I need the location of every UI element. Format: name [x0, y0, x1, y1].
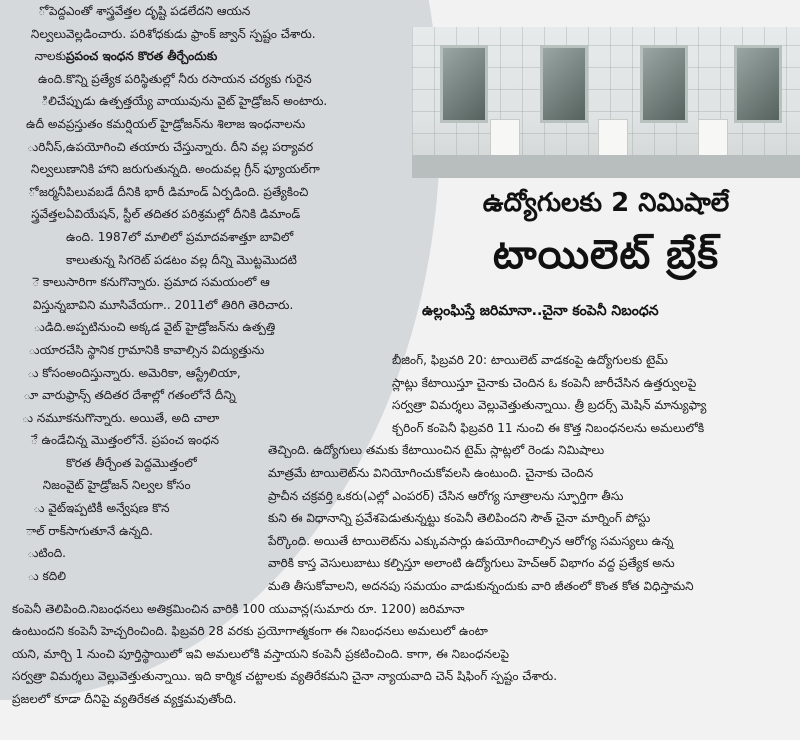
- middle-text-line: ప్పుడు ఉత్పత్తయ్యే వాయువును వైట్ హైడ్రోజన్ అంటారు.: [66, 94, 328, 109]
- edge-text-line: నాలకు: [34, 49, 66, 64]
- middle-text-line: కొన్ని ప్రత్యేక పరిస్థితుల్లో నీరు రసాయన చర్యకు గురైన: [66, 71, 312, 86]
- middle-text-line: అందిస్తున్నారు. అమెరికా, ఆస్ట్రేలియా,: [66, 365, 241, 380]
- edge-text-line: ాల్ రాక్: [26, 523, 66, 538]
- headline-line-2: టాయిలెట్ బ్రేక్: [492, 232, 720, 278]
- article-text-line: కుని ఈ విధానాన్ని ప్రవేశపెడుతున్నట్టు కంపెనీ తెలిపిందని సౌత్ చైనా మార్నింగ్ పోస్టు: [268, 511, 651, 526]
- edge-text-line: నిజం: [42, 478, 66, 493]
- article-text-line: మాత్రమే టాయిలెట్‌ను వినియోగించుకోవలసి ఉంటుంది. చైనాకు చెందిన: [268, 465, 594, 480]
- article-text-line: కంపెనీ తెలిపింది.నిబంధనలు అతిక్రమించిన వారికి 100 యువాన్ల(సుమారు రూ. 1200) జరిమానా: [12, 601, 465, 616]
- edge-text-line: ుయార: [28, 342, 66, 357]
- edge-text-line: [0, 249, 66, 272]
- restroom-mirrors-photo: [412, 27, 800, 178]
- article-body: [12, 349, 792, 711]
- edge-text-line: ె కాలు: [32, 275, 66, 290]
- edge-text-line: ూ వారు: [23, 388, 66, 403]
- middle-text-line: ఉపయోగించి తయారు చేస్తున్నారు. దీని వల్ల పర్యావర: [66, 139, 314, 154]
- edge-text-line: ో జర్మనీ: [28, 184, 66, 199]
- edge-text-line: ు నమూ: [21, 410, 66, 425]
- edge-text-line: ురినీస్,: [27, 139, 66, 154]
- middle-text-line: సాగుతూనే ఉన్నది.: [66, 523, 153, 538]
- article-text-line: తెచ్చింది. ఉద్యోగులు తమకు కేటాయించిన టైమ్ స్లాట్లలో రెండు నిమిషాలు: [268, 443, 605, 458]
- middle-text-line: చేసి స్థానిక గ్రామానికి కావాల్సిన విద్యుత్తును: [66, 342, 265, 357]
- middle-text-line: సారిగా కనుగొన్నారు. ప్రమాద సమయంలో ఆ: [66, 275, 270, 290]
- middle-text-line: ఇప్పటికీ అన్వేషణ కొన: [66, 501, 170, 516]
- article-text-line: ప్రాచీన చక్రవర్తి ఒకరు(ఎల్లో ఎంపరర్) చేసిన ఆరోగ్య సూత్రాలను స్ఫూర్తిగా తీసు: [268, 488, 624, 503]
- edge-text-line: ు వైట్: [33, 501, 66, 516]
- edge-text-line: [0, 226, 66, 249]
- middle-text-line: చిన్న మొత్తంలోనే. ప్రపంచ ఇంధన: [66, 433, 219, 448]
- article-text-line: పేర్కొంది. అయితే టాయిలెట్‌ను ఎక్కువసార్లు ఉపయోగించాల్సిన ఆరోగ్య సమస్యలు ఉన్న: [268, 533, 674, 548]
- middle-text-line: కనుగొన్నారు. అయితే, అది చాలా: [66, 410, 220, 425]
- edge-text-line: ఉంది.: [38, 71, 66, 86]
- article-text-line: యని, మార్చి 1 నుంచి పూర్తిస్థాయిలో ఇవి అమలులోకి వస్తాయని కంపెనీ ప్రకటించింది. కాగా, ఈ నిబంధనలపై: [12, 646, 510, 661]
- middle-text-line: ఏవియేషన్, స్టీల్ తదితర పరిశ్రమల్లో దీనికి డిమాండ్: [66, 207, 301, 222]
- article-text-line: ప్రజలలో కూడా దీనిపై వ్యతిరేకత వ్యక్తమవుతోంది.: [12, 691, 237, 706]
- article-text-line: ఉంటుందని కంపెనీ హెచ్చరించింది. ఫిబ్రవరి 28 వరకు ప్రయోగాత్మకంగా ఈ నిబంధనలు అమలులో ఉంటా: [12, 624, 488, 639]
- middle-text-line: బావిని మూసివేయగా.. 2011లో తిరిగి తెరిచారు.: [66, 297, 294, 312]
- edge-text-line: ుడిది.: [33, 320, 66, 335]
- middle-text-line: పిలువబడే దీనికి భారీ డిమాండ్ ఏర్పడింది. ప్రత్యేకించి: [66, 184, 309, 199]
- middle-text-line: ప్రస్తుతం కమర్షియల్ హైడ్రోజన్‌ను శిలాజ ఇంధనాలను: [66, 116, 306, 131]
- middle-text-line: కాలుతున్న సిగరెట్ పడటం వల్ల దీన్ని మొట్టమొదటి: [66, 252, 297, 267]
- article-text-line: వారికి కాస్త వెసులుబాటు కల్పిస్తూ అలాంటి ఉద్యోగులు హెచ్‌ఆర్ విభాగం వద్ద ప్రత్యేక అను: [268, 556, 675, 571]
- edge-text-line: ో పెద్ద: [38, 4, 66, 18]
- middle-text-line: ణానికి హాని జరుగుతున్నది. అందువల్ల గ్రీన్ ఫ్యూయల్‌గా: [66, 162, 320, 177]
- edge-text-line: ఉదీ అవ: [26, 116, 66, 131]
- subheadline: ఉల్లంఘిస్తే జరిమానా..చైనా కంపెనీ నిబంధన: [422, 303, 659, 319]
- edge-text-line: నిల్వలు: [30, 26, 66, 41]
- article-text-line: క్చరింగ్ కంపెనీ ఫిబ్రవరి 11 నుంచి ఈ కొత్త నిబంధనలను అమలులోకి: [392, 420, 705, 435]
- mid-top-line: వెల్లడించారు. పరిశోధకుడు ఫ్రాంక్ జ్వాన్ స్పష్టం చేశారు.: [66, 26, 316, 41]
- edge-text-line: ు కదిలి: [27, 568, 66, 583]
- edge-text-line: ు కోసం: [27, 365, 66, 380]
- edge-text-line: ిలిచే: [41, 94, 66, 109]
- headline-line-1: ఉద్యోగులకు 2 నిమిషాలే: [482, 188, 730, 218]
- edge-text-line: విస్తున్న: [32, 297, 66, 312]
- middle-text-line: ఉంది. 1987లో మాలిలో ప్రమాదవశాత్తూ బావిలో: [66, 229, 294, 244]
- article-text-line: స్లాట్లు కేటాయిస్తూ చైనాకు చెందిన ఓ కంపెనీ జారీచేసిన ఉత్తర్వులపై: [392, 375, 697, 390]
- edge-text-line: ే ఉండే: [30, 433, 66, 448]
- edge-text-line: స్త్రవేత్తల: [31, 207, 66, 222]
- middle-text-line: వైట్ హైడ్రోజన్ నిల్వల కోసం: [66, 478, 191, 493]
- middle-text-line: అప్పటినుంచి అక్కడ వైట్ హైడ్రోజన్‌ను ఉత్పత్తి: [66, 320, 276, 335]
- article-text-line: బీజింగ్, ఫిబ్రవరి 20: టాయిలెట్ వాడకంపై ఉద్యోగులకు టైమ్: [392, 353, 668, 367]
- section-subheading: ప్రపంచ ఇంధన కొరత తీర్చేందుకు: [66, 49, 218, 64]
- article-text-line: సర్వత్రా విమర్శలు వెల్లువెత్తుతున్నాయి. ఇది కార్మిక చట్టాలకు వ్యతిరేకమని చైనా న్యాయవాది చెన్ షిఫింగ్ స్పష్టం చేశారు.: [12, 669, 558, 684]
- middle-text-line: కొరత తీర్చేంత పెద్దమొత్తంలో: [66, 455, 197, 470]
- mid-top-line: ఎంతో శాస్త్రవేత్తల దృష్టి పడలేదని ఆయన: [66, 4, 251, 18]
- article-text-line: మతి తీసుకోవాలని, అదనపు సమయం వాడుకున్నందుకు వారి జీతంలో కొంత కోత విధిస్తామని: [268, 578, 694, 593]
- middle-text-line: ఫ్రాన్స్ తదితర దేశాల్లో గతంలోనే దీన్ని: [66, 388, 236, 403]
- edge-text-line: ుటింది.: [27, 546, 66, 561]
- article-text-line: సర్వత్రా విమర్శలు వెల్లువెత్తుతున్నాయి. త్రీ బ్రదర్స్ మెషిన్ మాన్యుఫ్యా: [392, 398, 707, 413]
- edge-text-line: నిల్వలు: [30, 162, 66, 177]
